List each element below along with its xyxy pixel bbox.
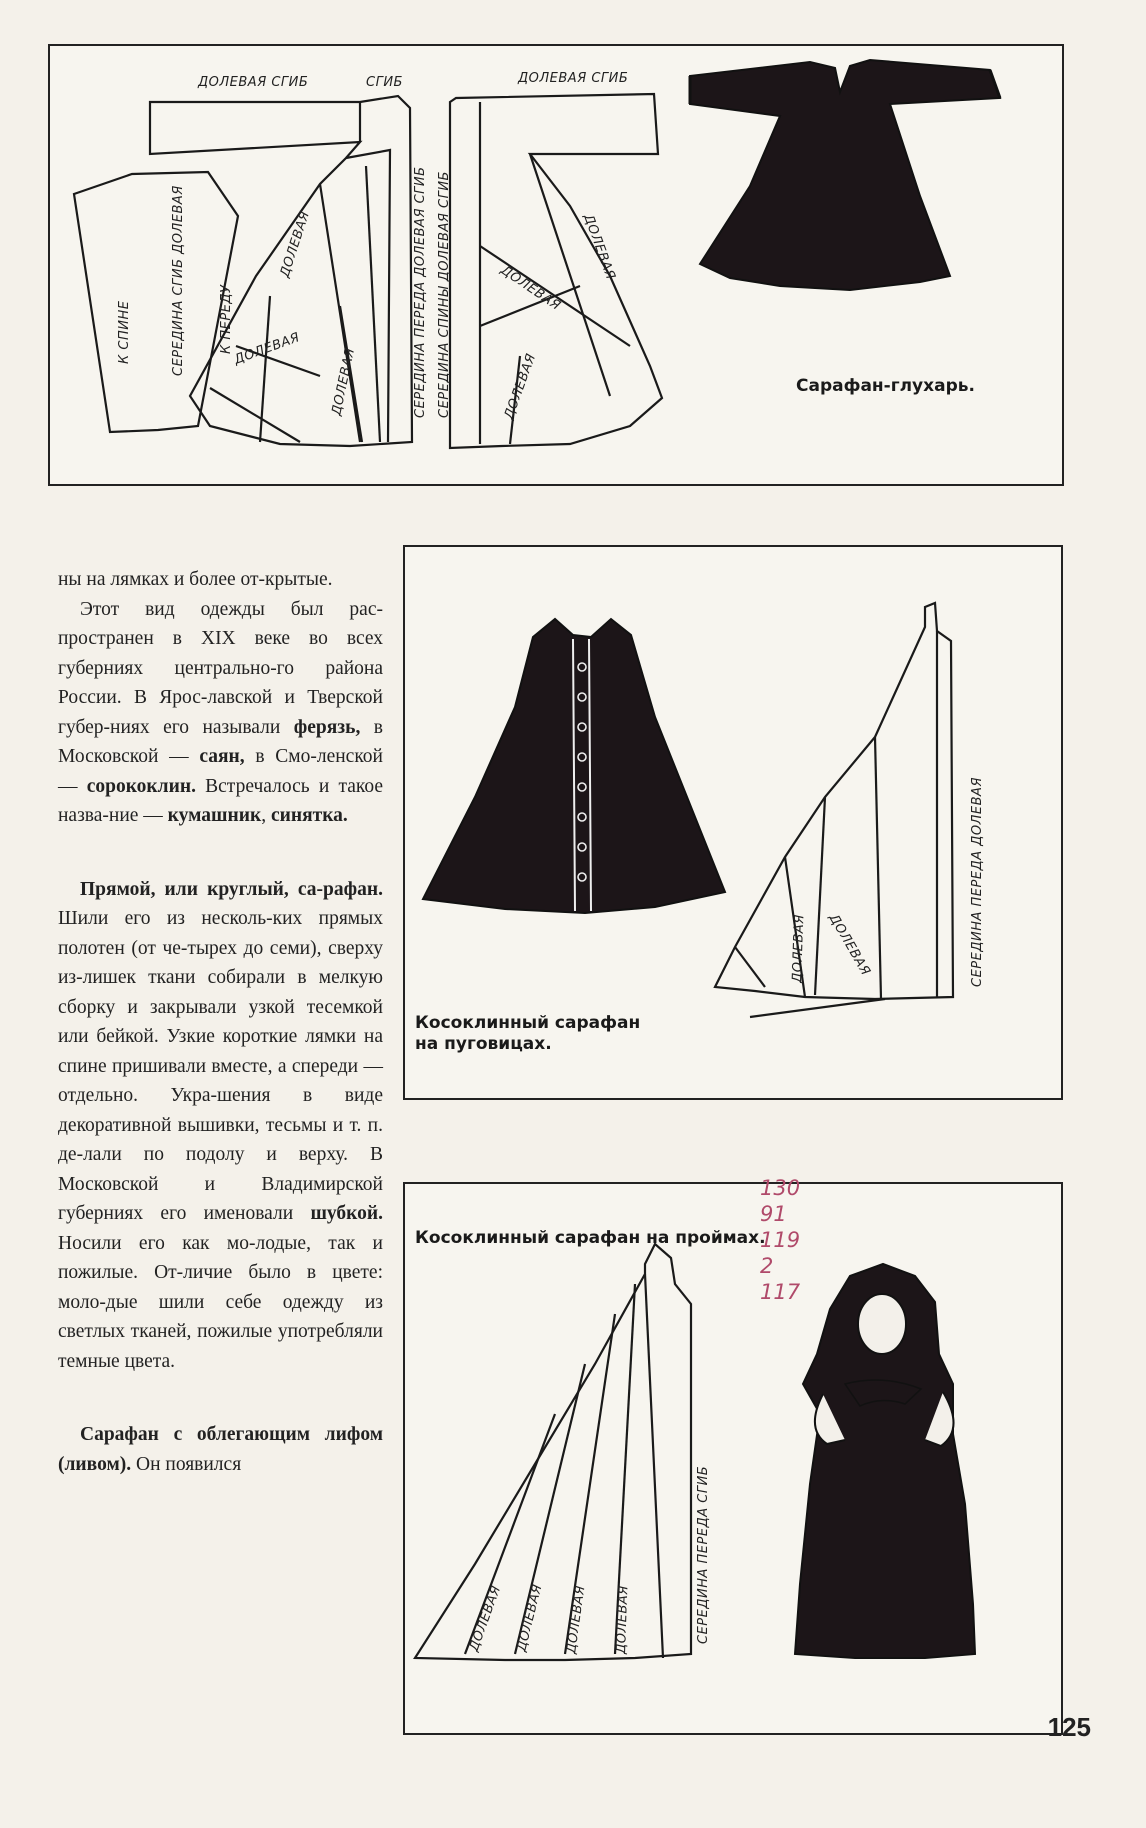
page-number: 125: [1047, 1712, 1091, 1742]
label-grain: ДОЛЕВАЯ: [232, 330, 302, 368]
figure-caption-2: Косоклинный сарафан на пуговицах.: [415, 1013, 641, 1055]
label-front-center: СЕРЕДИНА ПЕРЕДА ДОЛЕВАЯ СГИБ: [413, 166, 428, 418]
label-back-center: СЕРЕДИНА СПИНЫ ДОЛЕВАЯ СГИБ: [437, 171, 452, 418]
paragraph: Прямой, или круглый, са-рафан. Шили его из несколь-ких прямых полотен (от че-тырех до семи), сверху из-лишек ткани собирали в мелкую сборку и закрывали узкой тесемкой или бейкой. Узкие короткие лямки на спине пришивали вместе, а спереди — отдельно. Укра-шения в виде декоративной вышивки, тесьмы и т. п. де-лали по подолу и верху. В Московской и Владимирской губерниях его именовали шубкой. Носили его как мо-лодые, так и пожилые. От-личие было в цвете: моло-дые шили себе одежду из светлых тканей, пожилые употребляли темные цвета.: [58, 878, 383, 1372]
label-grain: ДОЛЕВАЯ: [501, 351, 540, 422]
label-sleeve-center: СЕРЕДИНА СГИБ ДОЛЕВАЯ: [171, 185, 186, 376]
label-sleeve-back: К СПИНЕ: [117, 300, 132, 364]
text-column: [58, 565, 383, 1479]
figure-frame-3: [403, 1182, 1063, 1735]
pattern-drawing-1: [50, 46, 1066, 488]
paragraph: ны на лямках и более от-крытые.: [58, 569, 333, 590]
figure-caption-1: Сарафан-глухарь.: [796, 376, 975, 396]
label-grain: ДОЛЕВАЯ: [825, 911, 873, 979]
figure-caption-3: Косоклинный сарафан на проймах.: [415, 1228, 766, 1248]
label-sleeve-front: К ПЕРЕДУ: [219, 284, 234, 354]
section-heading: Сарафан с облегающим лифом (ливом).: [58, 1424, 383, 1475]
figure-frame-2: [403, 545, 1063, 1100]
label-fold-top-mid: СГИБ: [366, 75, 403, 90]
paragraph: Сарафан с облегающим лифом (ливом). Он появился: [58, 1424, 383, 1475]
paragraph: Этот вид одежды был рас-пространен в XIX веке во всех губерниях центрально-го района России. В Ярос-лавской и Тверской губер-ниях его называли ферязь, в Московской — саян, в Смо-ленской — сорококлин. Встречалось и такое назва-ние — кумашник, синятка.: [58, 598, 384, 826]
label-grain: ДОЛЕВАЯ: [564, 1584, 589, 1655]
label-grain: ДОЛЕВАЯ: [497, 262, 564, 314]
label-grain: ДОЛЕВАЯ: [790, 913, 808, 984]
woman-figure-drawing: [795, 1264, 975, 1658]
label-grain: ДОЛЕВАЯ: [466, 1583, 505, 1654]
handwritten-number: 2: [760, 1254, 774, 1278]
label-fold-top-left: ДОЛЕВАЯ СГИБ: [198, 75, 309, 90]
handwritten-number: 91: [760, 1202, 787, 1226]
handwritten-number: 117: [760, 1280, 801, 1304]
label-grain: ДОЛЕВАЯ: [277, 209, 314, 280]
figure-frame-1: [48, 44, 1064, 486]
section-heading: Прямой, или круглый, са-рафан.: [80, 878, 383, 900]
label-grain: ДОЛЕВАЯ: [580, 212, 618, 282]
pattern-drawing-3: [405, 1184, 1065, 1737]
label-fold-top-right: ДОЛЕВАЯ СГИБ: [518, 71, 629, 86]
label-front-center: СЕРЕДИНА ПЕРЕДА СГИБ: [696, 1465, 711, 1644]
handwritten-notes: [760, 1175, 800, 1305]
sarafan-glukhar-drawing: [690, 60, 1000, 290]
handwritten-number: 130: [760, 1176, 801, 1200]
handwritten-number: 119: [760, 1228, 801, 1252]
label-front-center: СЕРЕДИНА ПЕРЕДА ДОЛЕВАЯ: [970, 777, 985, 987]
label-grain: ДОЛЕВАЯ: [329, 346, 359, 417]
label-grain: ДОЛЕВАЯ: [514, 1582, 546, 1653]
label-grain: ДОЛЕВАЯ: [614, 1584, 632, 1655]
